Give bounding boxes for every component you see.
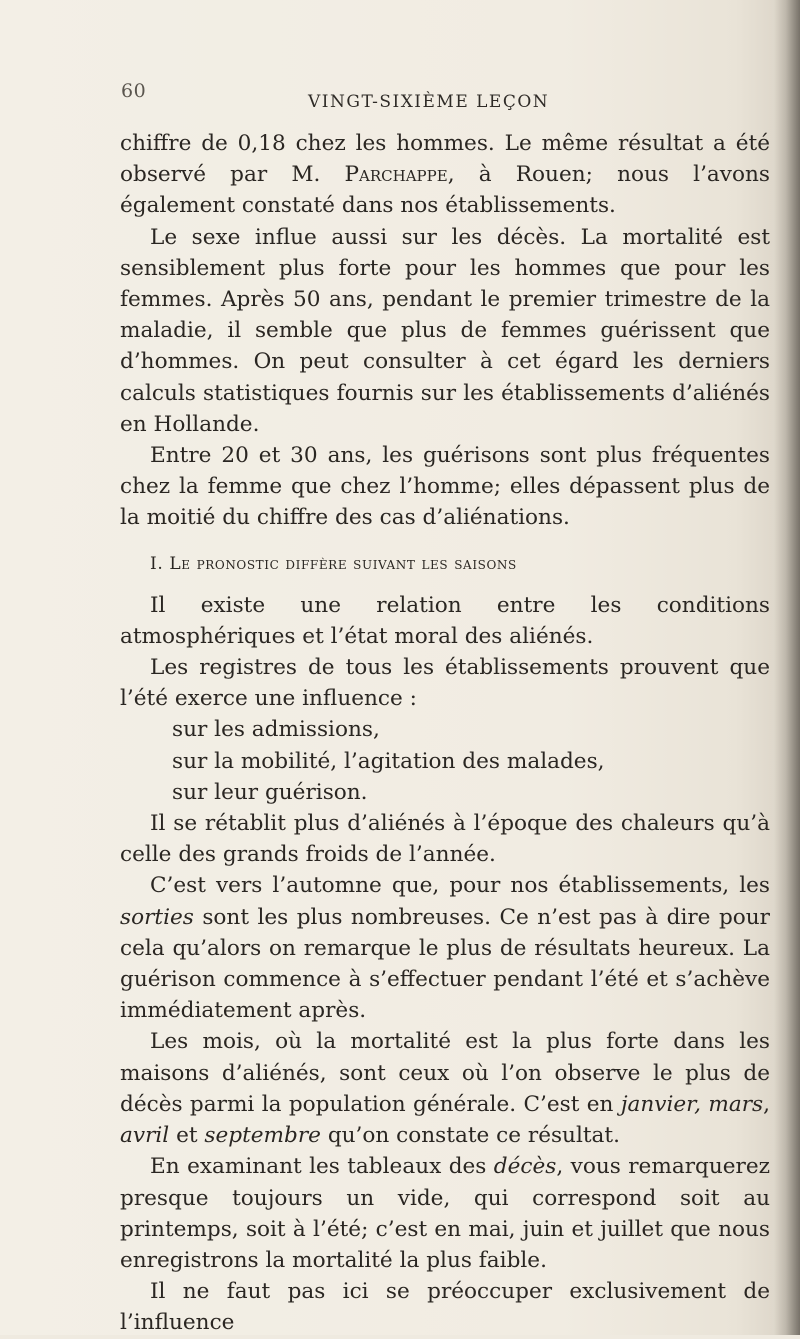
paragraph-5: Les registres de tous les établissements prouvent que l’été exerce une influence :	[120, 655, 770, 712]
text-run: , vous remarquerez presque toujours un vide, qui correspond soit au printemps, soit à l’été; c’est en mai, juin et juillet que nous enregistrons la mortalité la plus faible.	[120, 1154, 770, 1273]
paragraph-6: Il se rétablit plus d’aliénés à l’époque des chaleurs qu’à celle des grands froids de l’année.	[120, 811, 770, 868]
paragraph-8	[120, 1026, 770, 1151]
emphasis: sorties	[120, 904, 194, 930]
emphasis: décès	[493, 1154, 557, 1180]
text-run: En examinant les tableaux des	[150, 1154, 494, 1180]
text-run: C’est vers l’automne que, pour nos établissements, les	[150, 873, 770, 899]
emphasis: janvier, mars	[620, 1091, 764, 1117]
paragraph-3: Entre 20 et 30 ans, les guérisons sont plus fréquentes chez la femme que chez l’homme; elles dépassent plus de la moitié du chiffre des cas d’aliénations.	[120, 443, 770, 531]
emphasis: septembre	[204, 1123, 321, 1149]
text-run: qu’on constate ce résultat.	[320, 1123, 620, 1149]
paragraph-10: Il ne faut pas ici se préoccuper exclusivement de l’influence	[120, 1279, 770, 1336]
paragraph-7	[120, 870, 770, 1026]
paragraph-2: Le sexe influe aussi sur les décès. La mortalité est sensiblement plus forte pour les hommes que pour les femmes. Après 50 ans, pendant le premier trimestre de la maladie, il semble que plus de femmes guérissent que d’hommes. On peut consulter à cet égard les derniers calculs statistiques fournis sur les établissements d’aliénés en Hollande.	[120, 224, 770, 437]
section-heading: I. Le pronostic diffère suivant les saisons	[150, 553, 517, 574]
text-run: sont les plus nombreuses. Ce n’est pas à dire pour cela qu’alors on remarque le plus de résultats heureux. La guérison commence à s’effectuer pendant l’été et s’achève immédiatement après.	[120, 904, 770, 1024]
author-name: Parchappe	[344, 162, 448, 188]
running-head: VINGT-SIXIÈME LEÇON	[308, 92, 550, 112]
influence-list	[120, 714, 770, 808]
list-item: sur les admissions,	[172, 717, 380, 743]
text-run: chiffre de 0,18 chez les hommes. Le même résultat a été observé par M.	[120, 131, 770, 188]
emphasis: avril	[120, 1123, 170, 1149]
text-run: et	[169, 1123, 205, 1149]
body-text	[120, 128, 770, 1339]
page-number: 60	[121, 80, 147, 102]
list-item: sur leur guérison.	[172, 779, 368, 805]
paragraph-1	[120, 128, 770, 222]
text-run: Les mois, où la mortalité est la plus forte dans les maisons d’aliénés, sont ceux où l’on observe le plus de décès parmi la population générale. C’est en	[120, 1029, 770, 1117]
paragraph-4: Il existe une relation entre les conditions atmosphériques et l’état moral des aliénés.	[120, 592, 770, 649]
text-run: ,	[763, 1091, 770, 1117]
text-run: , à Rouen; nous l’avons également constaté dans nos établissements.	[120, 162, 770, 219]
paragraph-9	[120, 1151, 770, 1276]
list-item: sur la mobilité, l’agitation des malades,	[172, 748, 605, 774]
page-edge-shadow	[774, 0, 800, 1335]
